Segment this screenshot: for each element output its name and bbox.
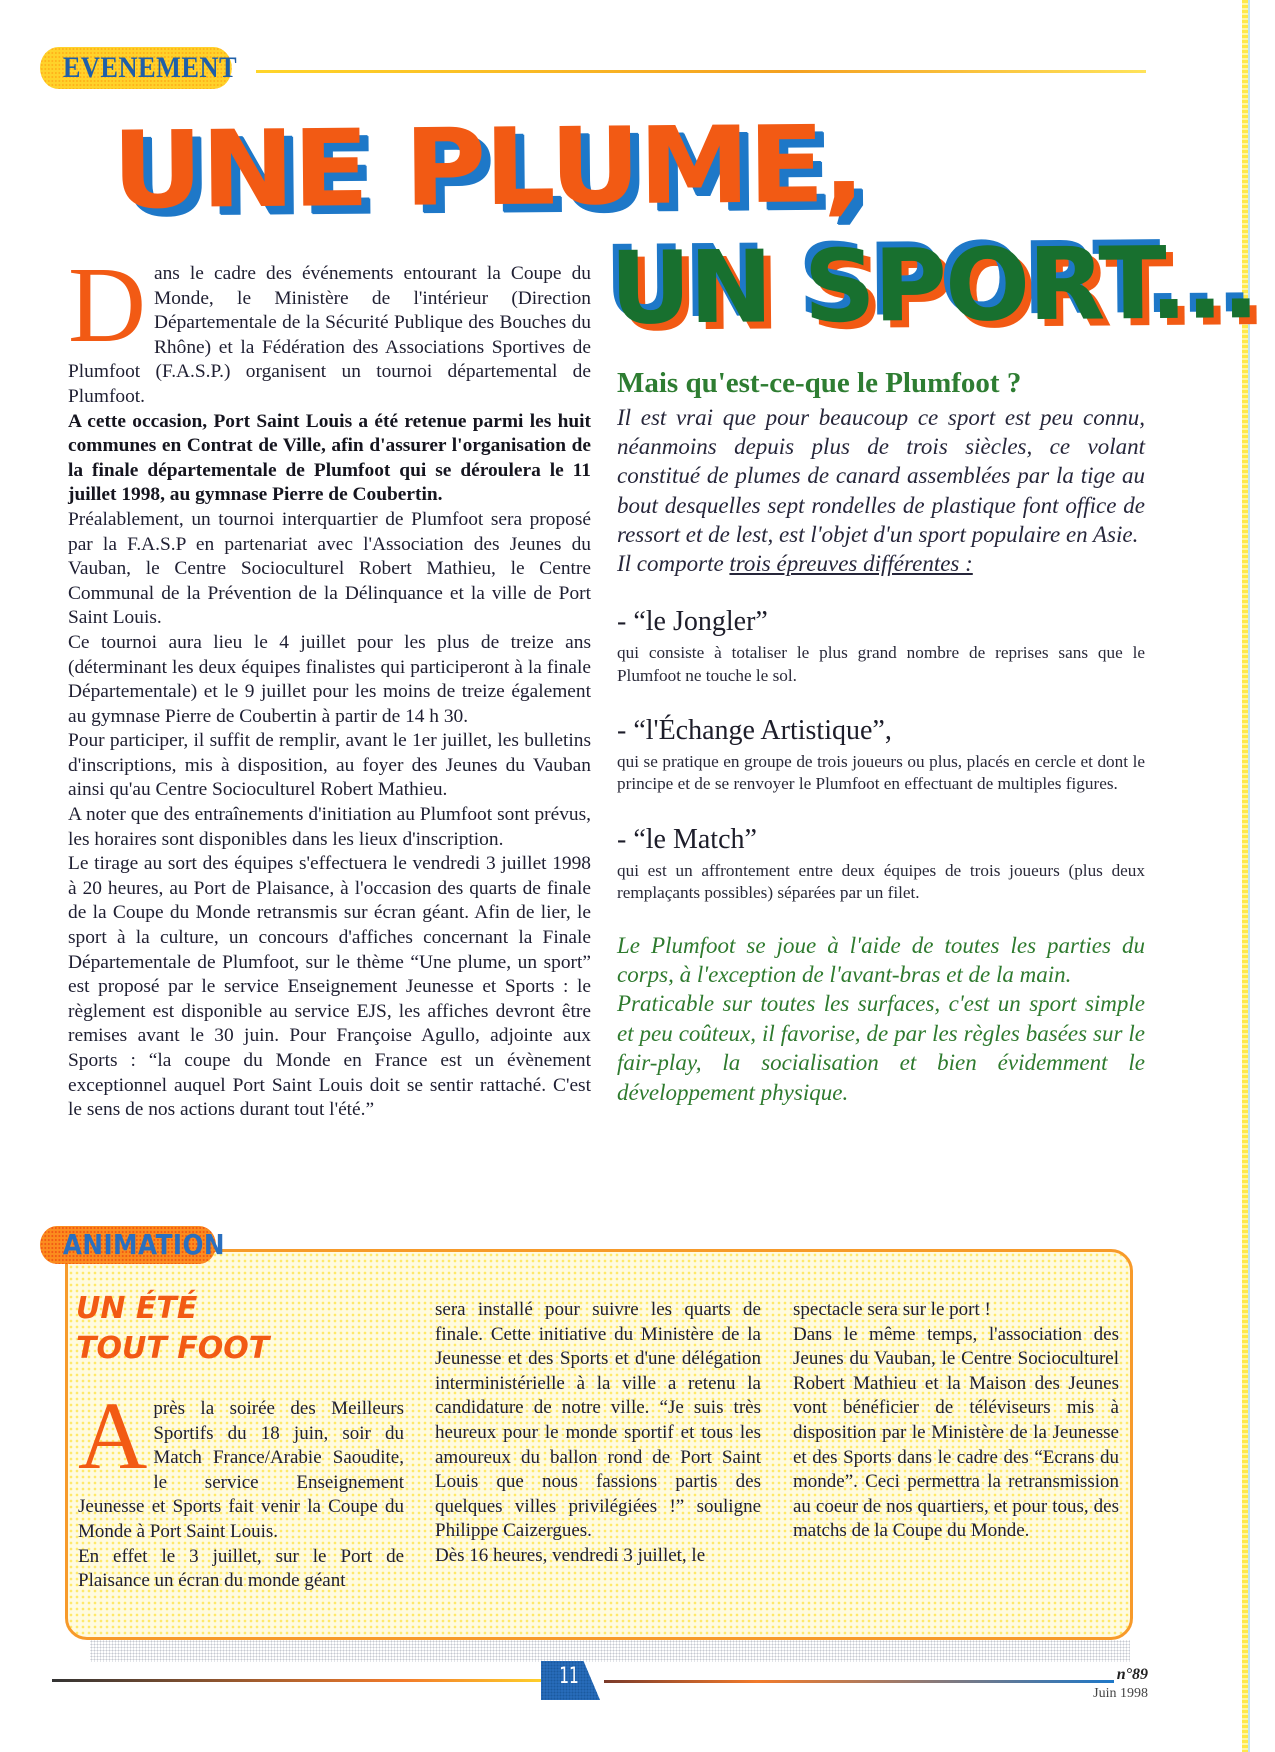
footer-rule-right xyxy=(604,1680,1114,1683)
event-title: - “le Jongler” xyxy=(617,606,768,638)
event-title: - “le Match” xyxy=(617,823,757,855)
article-paragraph: A noter que des entraînements d'initiation au Plumfoot sont prévus, les horaires sont disponibles dans les lieux d'inscription. xyxy=(68,804,591,850)
animation-title-line-2: TOUT FOOT xyxy=(76,1331,270,1366)
dropcap-a: A xyxy=(78,1382,148,1489)
green-text-block xyxy=(617,931,1145,1107)
intro-text: Il est vrai que pour beaucoup ce sport est peu connu, néanmoins depuis plus de trois siècles, ce volant constitué de plumes de canard assemblées par la tige au bout desquelles sept rondelles de plastique font office de ressort et de lest, est l'objet d'un sport populaire en Asie. xyxy=(617,405,1145,547)
event-description: qui consiste à totaliser le plus grand nombre de reprises sans que le Plumfoot ne touche le sol. xyxy=(617,643,1145,685)
article-right-column xyxy=(617,365,1145,1107)
event-title: - “l'Échange Artistique”, xyxy=(617,715,892,747)
intro-underlined: trois épreuves différentes : xyxy=(729,551,973,577)
article-paragraph-bold: A cette occasion, Port Saint Louis a été retenue parmi les huit communes en Contrat de Ville, afin d'assurer l'organisation de la finale départementale de Plumfoot qui se déroulera le 11 juillet 1998, au gymnase Pierre de Coubertin. xyxy=(68,410,591,506)
animation-paragraph: spectacle sera sur le port ! xyxy=(793,1299,991,1320)
article-paragraph: Pour participer, il suffit de remplir, avant le 1er juillet, les bulletins d'inscriptions, mis à disposition, au foyer des Jeunes du Vauban ainsi qu'au Centre Socioculturel Robert Mathieu. xyxy=(68,730,591,801)
intro-lead: Il comporte xyxy=(617,551,730,577)
animation-paragraph: En effet le 3 juillet, sur le Port de Plaisance un écran du monde géant xyxy=(78,1545,404,1592)
animation-column-2 xyxy=(435,1298,761,1569)
article-paragraph xyxy=(68,246,591,410)
animation-column-1 xyxy=(78,1382,404,1594)
animation-column-3 xyxy=(793,1298,1119,1544)
event-description: qui est un affrontement entre deux équipes de trois joueurs (plus deux remplaçants possibles) séparées par un filet. xyxy=(617,860,1145,903)
section-tag-evenement: EVENEMENT xyxy=(40,47,232,89)
animation-paragraph: Dès 16 heures, vendredi 3 juillet, le xyxy=(435,1544,706,1566)
box-shadow xyxy=(90,1640,1130,1662)
event-match xyxy=(617,824,1145,905)
article-paragraph: Ce tournoi aura lieu le 4 juillet pour les plus de treize ans (déterminant les deux équipes finalistes qui participeront à la finale Départementale) et le 9 juillet pour les moins de treize également au gymnase Pierre de Coubertin à partir de 14 h 30. xyxy=(68,631,591,727)
issue-number: n°89 xyxy=(1116,1666,1148,1683)
animation-paragraph: Dans le même temps, l'association des Jeunes du Vauban, le Centre Socioculturel Robert Mathieu et la Maison des Jeunes vont bénéficier de téléviseurs mis à disposition par le Ministère de la Jeunesse et des Sports dans le cadre des “Ecrans du monde”. Ceci permettra la retransmission au coeur de nos quartiers, et pour tous, des matchs de la Coupe du Monde. xyxy=(793,1323,1119,1542)
sidebar-intro xyxy=(617,403,1145,578)
animation-paragraph: sera installé pour suivre les quarts de finale. Cette initiative du Ministère de la Jeunesse et des Sports et d'une délégation interministérielle à la ville a retenu la candidature de notre ville. “Je suis très heureux pour le monde sportif et tous les amoureux du ballon rond de Port Saint Louis que nous fassions partis des quelques villes privilégiées !” souligne Philippe Caizergues. xyxy=(435,1299,761,1542)
article-left-column xyxy=(68,246,591,1123)
issue-date: Juin 1998 xyxy=(1093,1686,1148,1701)
section-rule xyxy=(256,70,1146,73)
event-echange-artistique xyxy=(617,715,1145,796)
headline-line-1: UNE PLUME, xyxy=(111,103,864,233)
animation-paragraph xyxy=(78,1382,404,1545)
animation-title xyxy=(76,1289,269,1369)
article-paragraph: Préalablement, un tournoi interquartier de Plumfoot sera proposé par la F.A.S.P en partenariat avec l'Association des Jeunes du Vauban, le Centre Socioculturel Robert Mathieu, le Centre Communal de la Prévention de la Délinquance et la ville de Port Saint Louis. xyxy=(68,508,591,629)
event-description: qui se pratique en groupe de trois joueurs ou plus, placés en cercle et dont le principe et de se renvoyer le Plumfoot en effectuant de multiples figures. xyxy=(617,752,1145,794)
footer-rule-left xyxy=(52,1679,552,1682)
sidebar-question-title: Mais qu'est-ce-que le Plumfoot ? xyxy=(617,367,1022,399)
page-number: 11 xyxy=(559,1664,579,1689)
section-tag-animation: ANIMATION xyxy=(40,1226,216,1264)
headline-line-2: UN SPORT... xyxy=(609,224,1259,347)
dropcap-d: D xyxy=(68,246,146,365)
event-jongler xyxy=(617,606,1145,687)
animation-title-line-1: UN ÉTÉ xyxy=(76,1291,198,1326)
paragraph-text: ans le cadre des événements entourant la Coupe du Monde, le Ministère de l'intérieur (Direction Départementale de la Sécurité Publique des Bouches du Rhône) et la Fédération des Associations Sportives de Plumfoot (F.A.S.P.) organisent un tournoi départemental de Plumfoot. xyxy=(68,263,591,407)
article-paragraph: Le tirage au sort des équipes s'effectuera le vendredi 3 juillet 1998 à 20 heures, au Port de Plaisance, à l'occasion des quarts de finale de la Coupe du Monde retransmis sur écran géant. Afin de lier, le sport à la culture, un concours d'affiches concernant la Finale Départementale de Plumfoot, sur le thème “Une plume, un sport” est proposé par le service Enseignement Jeunesse et Sports : le règlement est disponible au service EJS, les affiches devront être remises avant le 30 juin. Pour Françoise Agullo, adjointe aux Sports : “la coupe du Monde en France est un évènement exceptionnel auquel Port Saint Louis doit se sentir rattaché. C'est le sens de nos actions durant tout l'été.” xyxy=(68,853,591,1121)
paragraph-text: près la soirée des Meilleurs Sportifs du 18 juin, soir du Match France/Arabie Saoudite, le service Enseignement Jeunesse et Sports fait venir la Coupe du Monde à Port Saint Louis. xyxy=(78,1398,404,1542)
green-paragraph: Praticable sur toutes les surfaces, c'est un sport simple et peu coûteux, il favorise, de par les règles basées sur le fair-play, la socialisation et bien évidemment le développement physique. xyxy=(617,991,1145,1105)
green-paragraph: Le Plumfoot se joue à l'aide de toutes les parties du corps, à l'exception de l'avant-bras et de la main. xyxy=(617,932,1145,988)
